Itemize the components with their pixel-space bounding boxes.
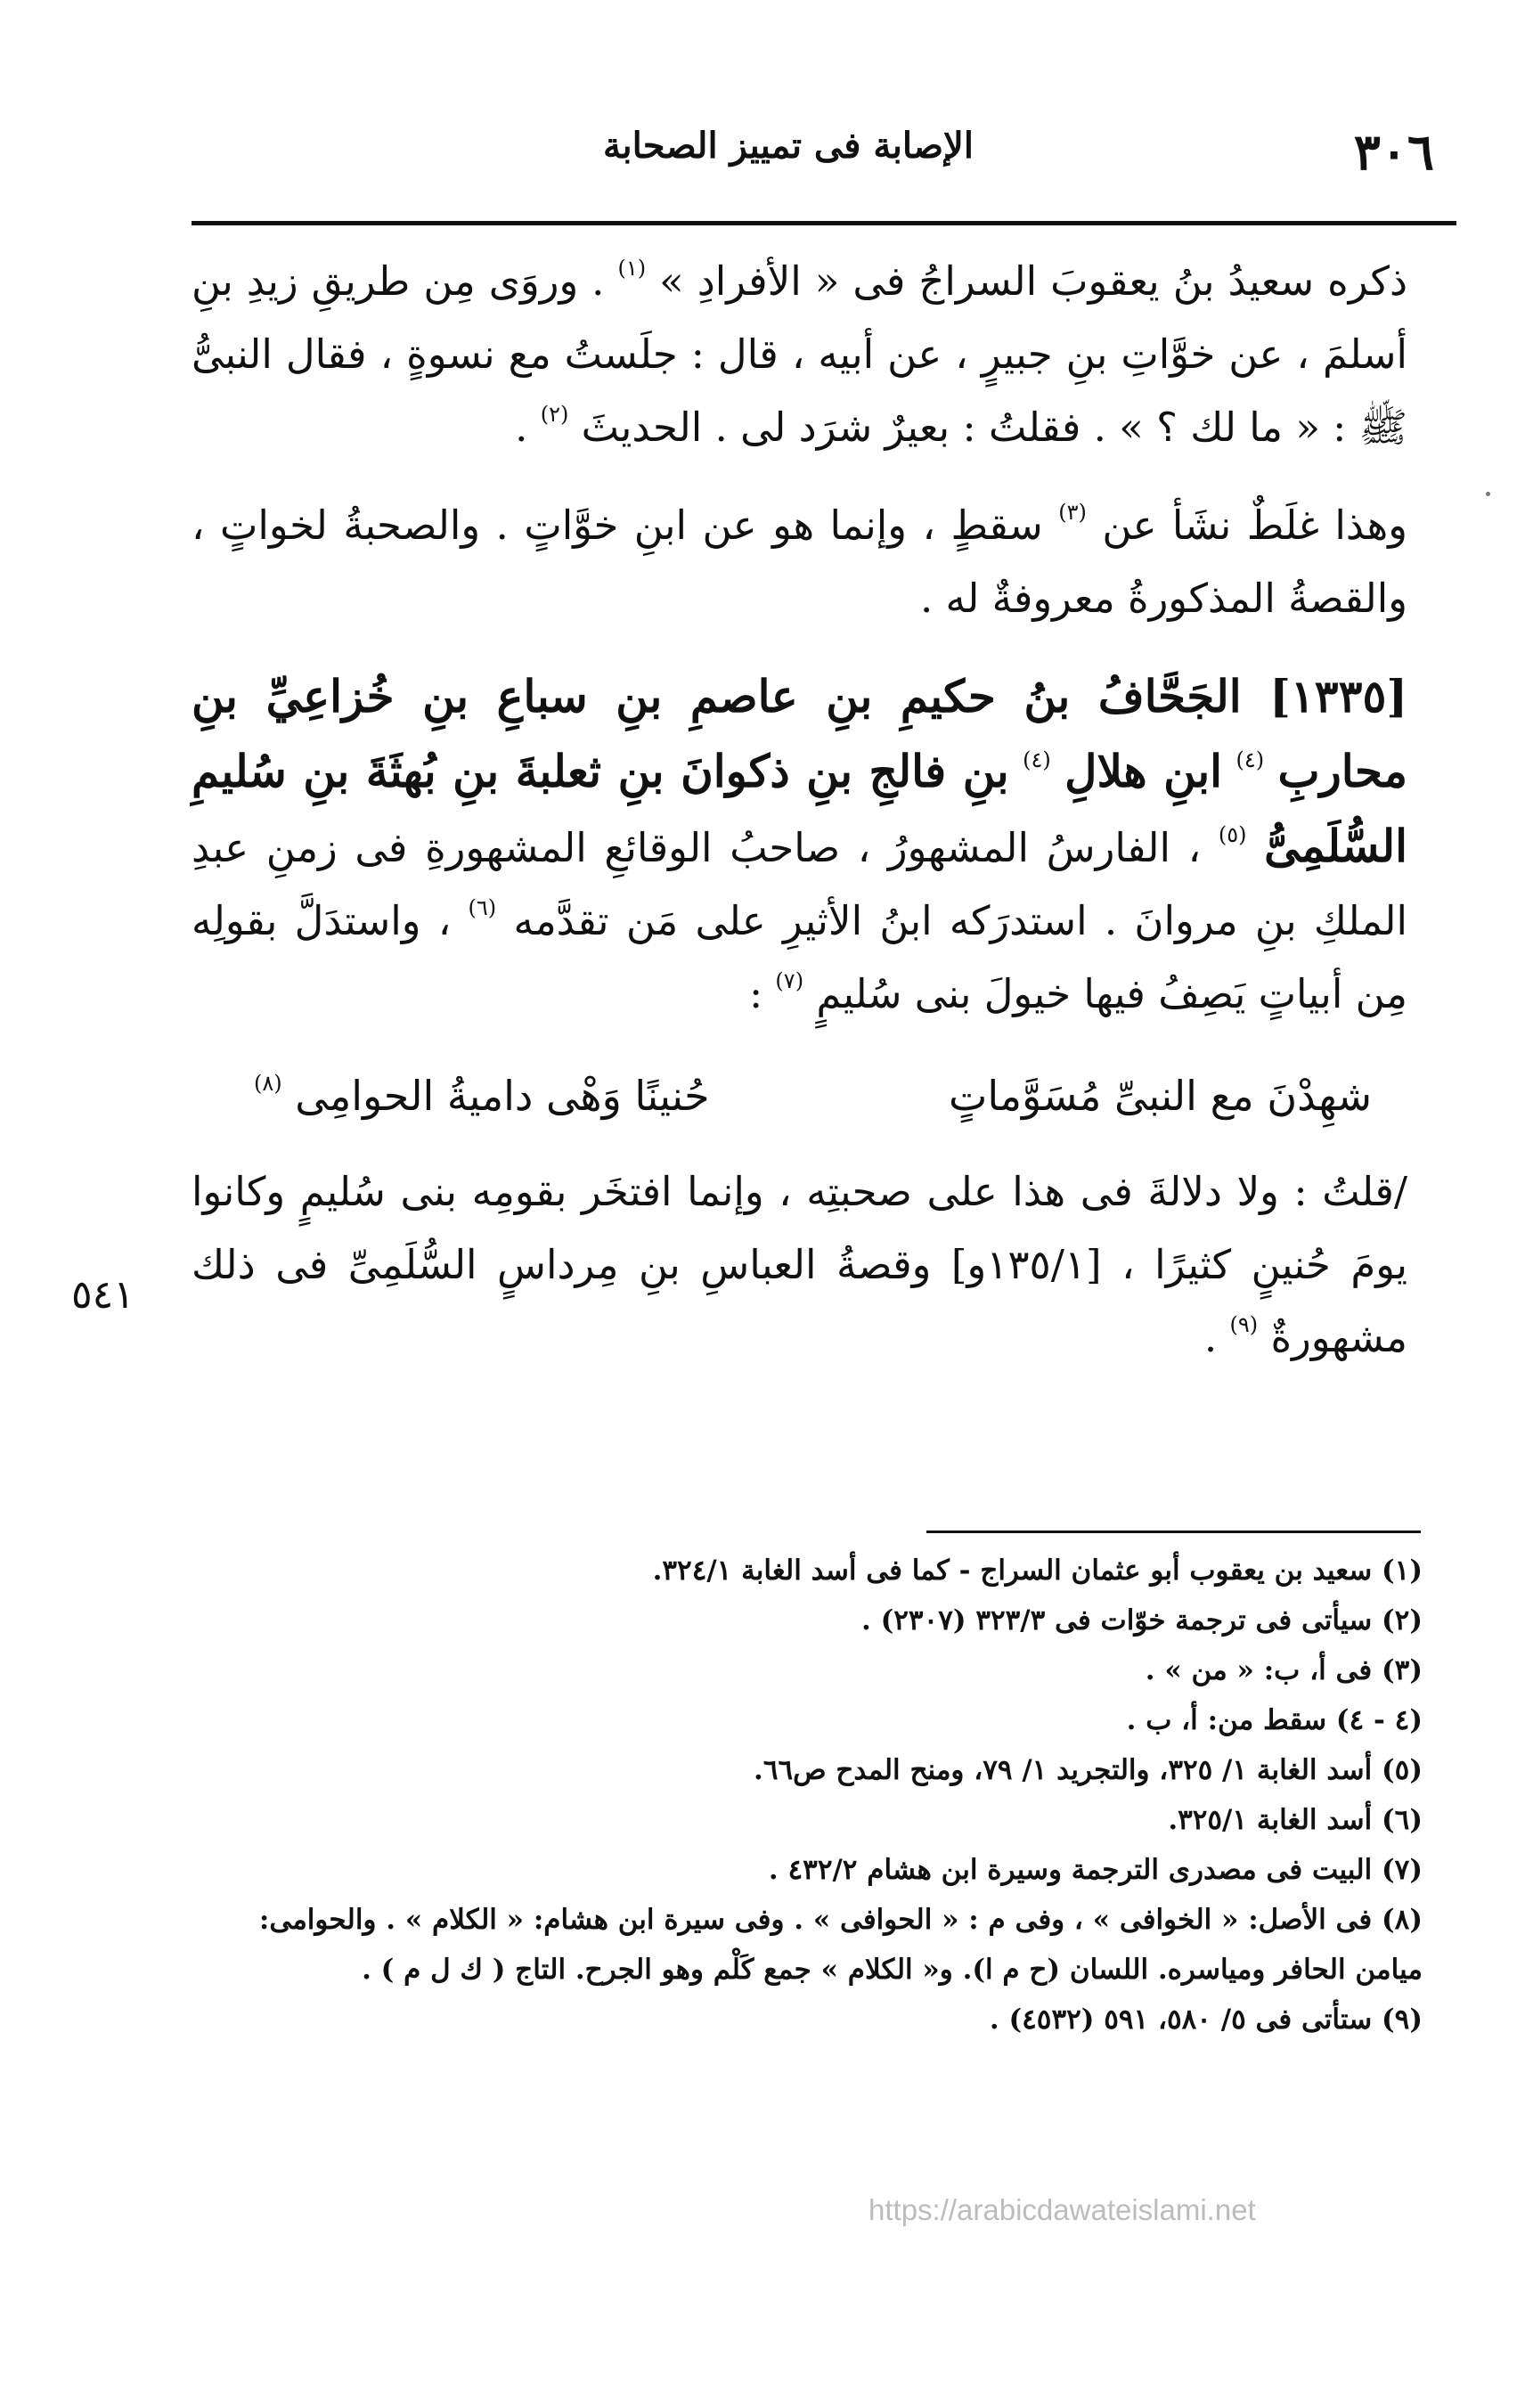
footnote-ref-5: (٥) — [1218, 822, 1247, 847]
footnote-ref-7: (٧) — [775, 968, 804, 993]
footnote-divider — [926, 1531, 1421, 1533]
entry-heading-part-2: ابنِ هلالِ — [1064, 745, 1223, 797]
footnote-8: (٨) فى الأصل: « الخوافى » ، وفى م : « الحوافى » . وفى سيرة ابن هشام: « الكلام » . والحوامى: ميامن الحافر ومياسره. اللسان (ح م ا). و« الكلام » جمع كَلْم وهو الجرح. التاج ( ك ل م ) . — [258, 1904, 1423, 1986]
footnote-ref-9: (٩) — [1229, 1312, 1259, 1337]
footnote-9: (٩) ستأتى فى ٥/ ٥٨٠، ٥٩١ (٤٥٣٢) . — [989, 2004, 1423, 2036]
footnote-7: (٧) البيت فى مصدرى الترجمة وسيرة ابن هشام ٤٣٢/٢ . — [768, 1854, 1423, 1886]
footnote-ref-2: (٢) — [540, 402, 569, 427]
footnote-ref-4-open: (٤) — [1235, 747, 1265, 772]
entry-text-a: ، الفارسُ المشهورُ ، صاحبُ الوقائعِ المشهورةِ فى زمنِ عبدِ الملكِ بنِ مروانَ . استدرَكه ابنُ الأثيرِ على مَن تقدَّمه — [192, 824, 1407, 944]
paragraph-3-text-b: . — [1203, 1314, 1218, 1361]
verse-second-hemistich-wrap — [254, 1056, 710, 1136]
entry-1335 — [192, 660, 1407, 1031]
footnote-ref-6: (٦) — [468, 895, 497, 920]
verse-second-hemistich: حُنينًا وَهْى داميةُ الحوامِى — [295, 1072, 710, 1120]
entry-text-b: ، واستدَلَّ بقولِه مِن أبياتٍ يَصِفُ فيها خيولَ بنى سُليمٍ — [192, 897, 1407, 1017]
poetry-verse — [254, 1056, 1372, 1136]
footnote-ref-8: (٨) — [254, 1071, 282, 1096]
footnote-6: (٦) أسد الغابة ٣٢٥/١. — [1168, 1804, 1423, 1836]
entry-heading: [١٣٣٥] الجَحَّافُ بنُ حكيمِ بنِ عاصمِ بنِ سباعِ بنِ خُزاعِيِّ بنِ محاربِ — [192, 670, 1408, 797]
main-text — [192, 245, 1407, 1400]
footnotes — [192, 1546, 1423, 2045]
entry-heading-part-3: بنِ فالجِ بنِ ذكوانَ بنِ ثعلبةَ بنِ بُهثَةَ بنِ سُليمِ السُّلَمِىُّ — [192, 745, 1407, 872]
paragraph-2-text-b: سقطٍ ، وإنما هو عن ابنِ خوَّاتٍ . والصحبةُ لخواتٍ ، والقصةُ المذكورةُ معروفةٌ له . — [192, 502, 1407, 622]
footnote-5: (٥) أسد الغابة ١/ ٣٢٥، والتجريد ١/ ٧٩، ومنح المدح ص٦٦. — [754, 1754, 1423, 1786]
paragraph-3 — [192, 1155, 1407, 1375]
paragraph-1-text-c: . — [515, 404, 528, 451]
paragraph-2 — [192, 489, 1407, 635]
book-title: الإصابة فى تمييز الصحابة — [603, 125, 974, 167]
footnote-3: (٣) فى أ، ب: « من » . — [1145, 1654, 1423, 1686]
manuscript-page-marker: ٥٤١ — [71, 1272, 135, 1318]
page-header — [192, 114, 1456, 194]
margin-mark — [1486, 492, 1490, 496]
paragraph-1-text-a: ذكره سعيدُ بنُ يعقوبَ السراجُ فى « الأفرادِ » — [659, 257, 1407, 305]
footnote-ref-4-close: (٤) — [1023, 747, 1051, 772]
paragraph-1-text-b: . وروَى مِن طريقِ زيدِ بنِ أسلمَ ، عن خوَّاتِ بنِ جبيرٍ ، عن أبيه ، قال : جلَستُ مع نسوةٍ ، فقال النبىُّ ﷺ : « ما لك ؟ » . فقلتُ : بعيرٌ شرَد لى . الحديثَ — [192, 257, 1407, 451]
paragraph-1 — [192, 245, 1407, 464]
footnote-ref-3: (٣) — [1058, 500, 1087, 525]
header-divider — [192, 221, 1456, 225]
source-watermark: https://arabicdawateislami.net — [869, 2193, 1256, 2226]
footnote-ref-1: (١) — [617, 256, 647, 281]
verse-first-hemistich: شهِدْنَ مع النبىِّ مُسَوَّماتٍ — [949, 1072, 1372, 1120]
footnote-1: (١) سعيد بن يعقوب أبو عثمان السراج - كما فى أسد الغابة ٣٢٤/١. — [652, 1555, 1423, 1587]
paragraph-2-text-a: وهذا غلَطٌ نشَأ عن — [1102, 502, 1407, 549]
paragraph-3-text-a: /قلتُ : ولا دلالةَ فى هذا على صحبتِه ، وإنما افتخَر بقومِه بنى سُليمٍ وكانوا يومَ حُنينٍ كثيرًا ، [١٣٥/١و] وقصةُ العباسِ بنِ مِرداسٍ السُّلَمِىِّ فى ذلك مشهورةٌ — [192, 1168, 1408, 1361]
entry-text-c: : — [748, 970, 763, 1017]
footnote-4: (٤ - ٤) سقط من: أ، ب . — [1126, 1704, 1423, 1736]
footnote-2: (٢) سيأتى فى ترجمة خوّات فى ٣٢٣/٣ (٢٣٠٧) . — [861, 1604, 1423, 1637]
page-number: ٣٠٦ — [1353, 123, 1434, 182]
